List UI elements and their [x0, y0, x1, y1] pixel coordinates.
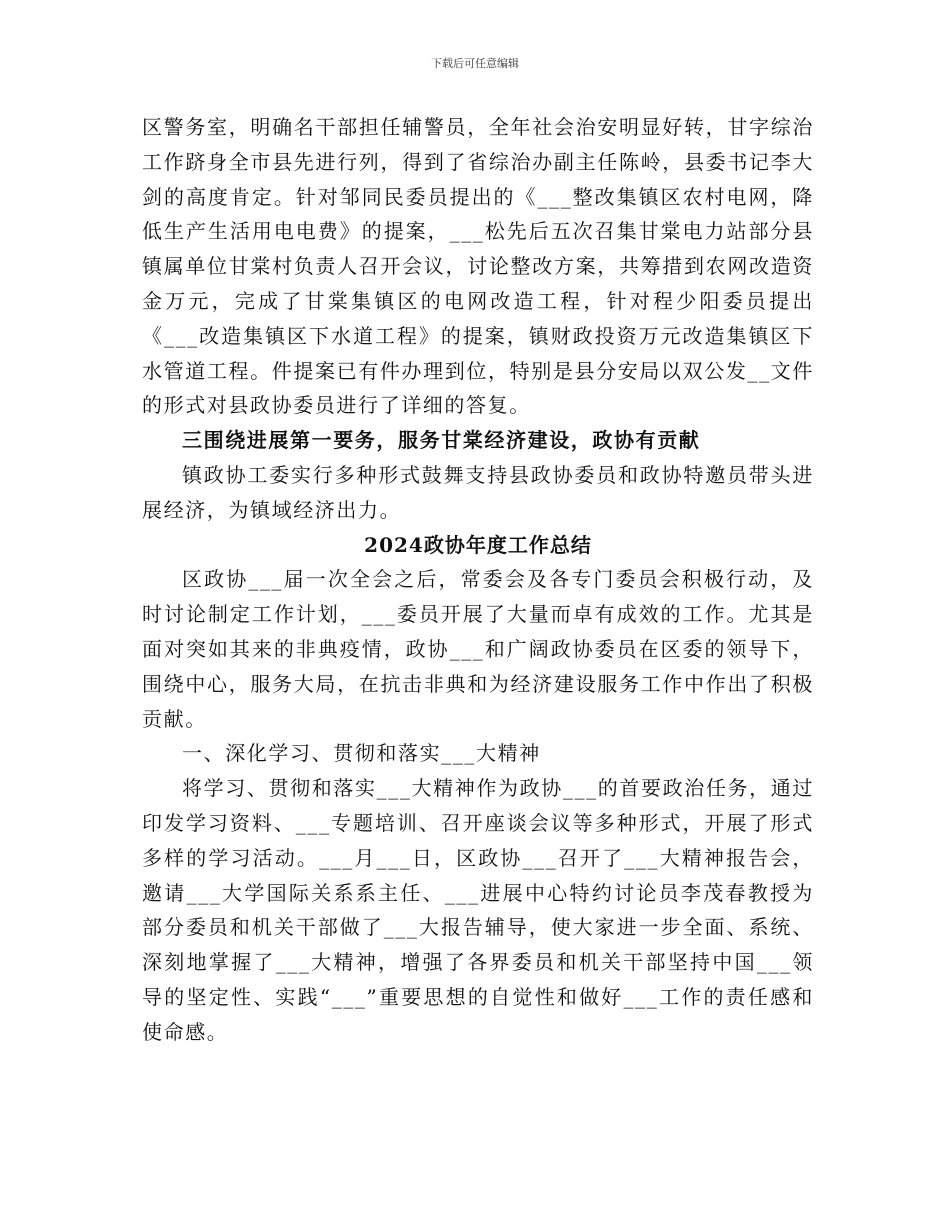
document-title: 2024政协年度工作总结 [364, 532, 592, 557]
document-body [142, 110, 814, 1050]
section-heading-study: 一、深化学习、贯彻和落实___大精神 [182, 741, 541, 766]
paragraph-economy: 镇政协工委实行多种形式鼓舞支持县政协委员和政协特邀员带头进展经济，为镇域经济出力。 [142, 462, 814, 522]
paragraph-proposals: 区警务室，明确名干部担任辅警员，全年社会治安明显好转，甘字综治工作跻身全市县先进行列，得到了省综治办副主任陈岭，县委书记李大剑的高度肯定。针对邹同民委员提出的《___整改集镇区农村电网，降低生产生活用电电费》的提案，___松先后五次召集甘棠电力站部分县镇属单位甘棠村负责人召开会议，讨论整改方案，共筹措到农网改造资金万元，完成了甘棠集镇区的电网改造工程，针对程少阳委员提出《___改造集镇区下水道工程》的提案，镇财政投资万元改造集镇区下水管道工程。件提案已有件办理到位，特别是县分安局以双公发__文件的形式对县政协委员进行了详细的答复。 [142, 115, 814, 418]
paragraph-intro: 区政协___届一次全会之后，常委会及各专门委员会积极行动，及时讨论制定工作计划，___委员开展了大量而卓有成效的工作。尤其是面对突如其来的非典疫情，政协___和广阔政协委员在区委的领导下，围绕中心，服务大局，在抗击非典和为经济建设服务工作中作出了积极贡献。 [142, 567, 814, 731]
section-heading-economy: 三围绕进展第一要务，服务甘棠经济建设，政协有贡献 [182, 428, 701, 453]
page-header: 下载后可任意编辑 [431, 57, 519, 70]
paragraph-study: 将学习、贯彻和落实___大精神作为政协___的首要政治任务，通过印发学习资料、___专题培训、召开座谈会议等多种形式，开展了形式多样的学习活动。___月___日，区政协___召开了___大精神报告会，邀请___大学国际关系系主任、___进展中心特约讨论员李茂春教授为部分委员和机关干部做了___大报告辅导，使大家进一步全面、系统、深刻地掌握了___大精神，增强了各界委员和机关干部坚持中国___领导的坚定性、实践“___”重要思想的自觉性和做好___工作的责任感和使命感。 [142, 776, 814, 1044]
